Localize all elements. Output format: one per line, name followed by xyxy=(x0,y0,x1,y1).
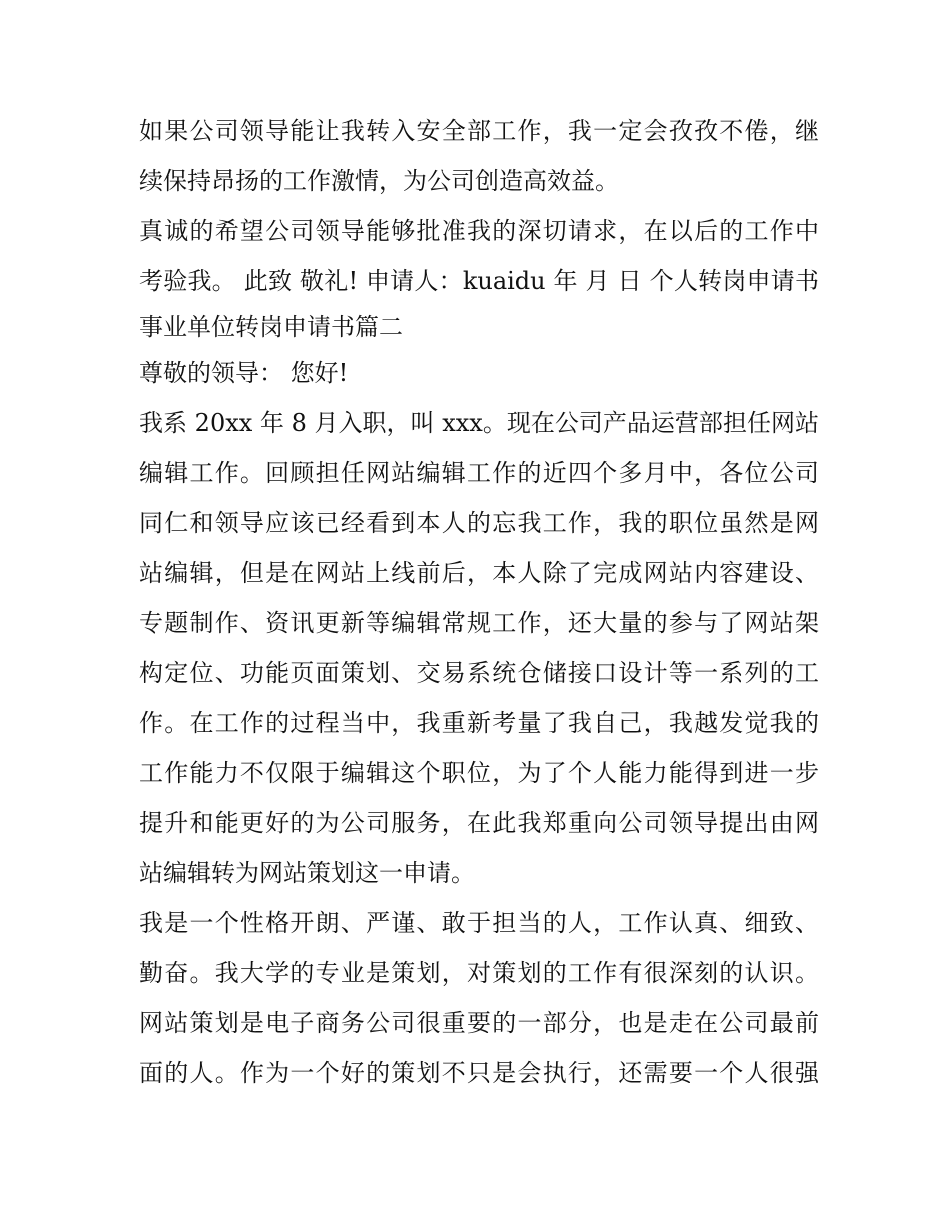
text-line-18: 勤奋。我大学的专业是策划，对策划的工作有很深刻的认识。 xyxy=(139,959,819,987)
text-line-9: 同仁和领导应该已经看到本人的忘我工作，我的职位虽然是网 xyxy=(139,509,819,537)
text-line-15: 提升和能更好的为公司服务，在此我郑重向公司领导提出由网 xyxy=(139,809,819,837)
text-line-14: 工作能力不仅限于编辑这个职位，为了个人能力能得到进一步 xyxy=(139,759,819,787)
text-line-13: 作。在工作的过程当中，我重新考量了我自己，我越发觉我的 xyxy=(139,709,819,737)
text-line-19: 网站策划是电子商务公司很重要的一部分，也是走在公司最前 xyxy=(139,1009,819,1037)
text-line-20: 面的人。作为一个好的策划不只是会执行，还需要一个人很强 xyxy=(139,1059,819,1087)
text-line-10: 站编辑，但是在网站上线前后，本人除了完成网站内容建设、 xyxy=(139,559,819,587)
text-line-7: 我系 20xx 年 8 月入职，叫 xxx。现在公司产品运营部担任网站 xyxy=(139,409,819,437)
text-line-8: 编辑工作。回顾担任网站编辑工作的近四个多月中，各位公司 xyxy=(139,459,819,487)
text-line-3: 真诚的希望公司领导能够批准我的深切请求，在以后的工作中 xyxy=(139,217,819,245)
text-line-12: 构定位、功能页面策划、交易系统仓储接口设计等一系列的工 xyxy=(139,659,819,687)
text-line-16: 站编辑转为网站策划这一申请。 xyxy=(139,859,475,887)
document-body xyxy=(139,106,819,1098)
text-line-17: 我是一个性格开朗、严谨、敢于担当的人，工作认真、细致、 xyxy=(139,909,819,937)
text-line-1: 如果公司领导能让我转入安全部工作，我一定会孜孜不倦，继 xyxy=(139,117,819,145)
text-line-6: 尊敬的领导： 您好! xyxy=(139,359,349,387)
text-line-2: 续保持昂扬的工作激情，为公司创造高效益。 xyxy=(139,167,619,195)
text-line-11: 专题制作、资讯更新等编辑常规工作，还大量的参与了网站架 xyxy=(139,609,819,637)
text-line-5: 事业单位转岗申请书篇二 xyxy=(139,313,403,341)
text-line-4: 考验我。 此致 敬礼! 申请人：kuaidu 年 月 日 个人转岗申请书 xyxy=(139,267,819,295)
